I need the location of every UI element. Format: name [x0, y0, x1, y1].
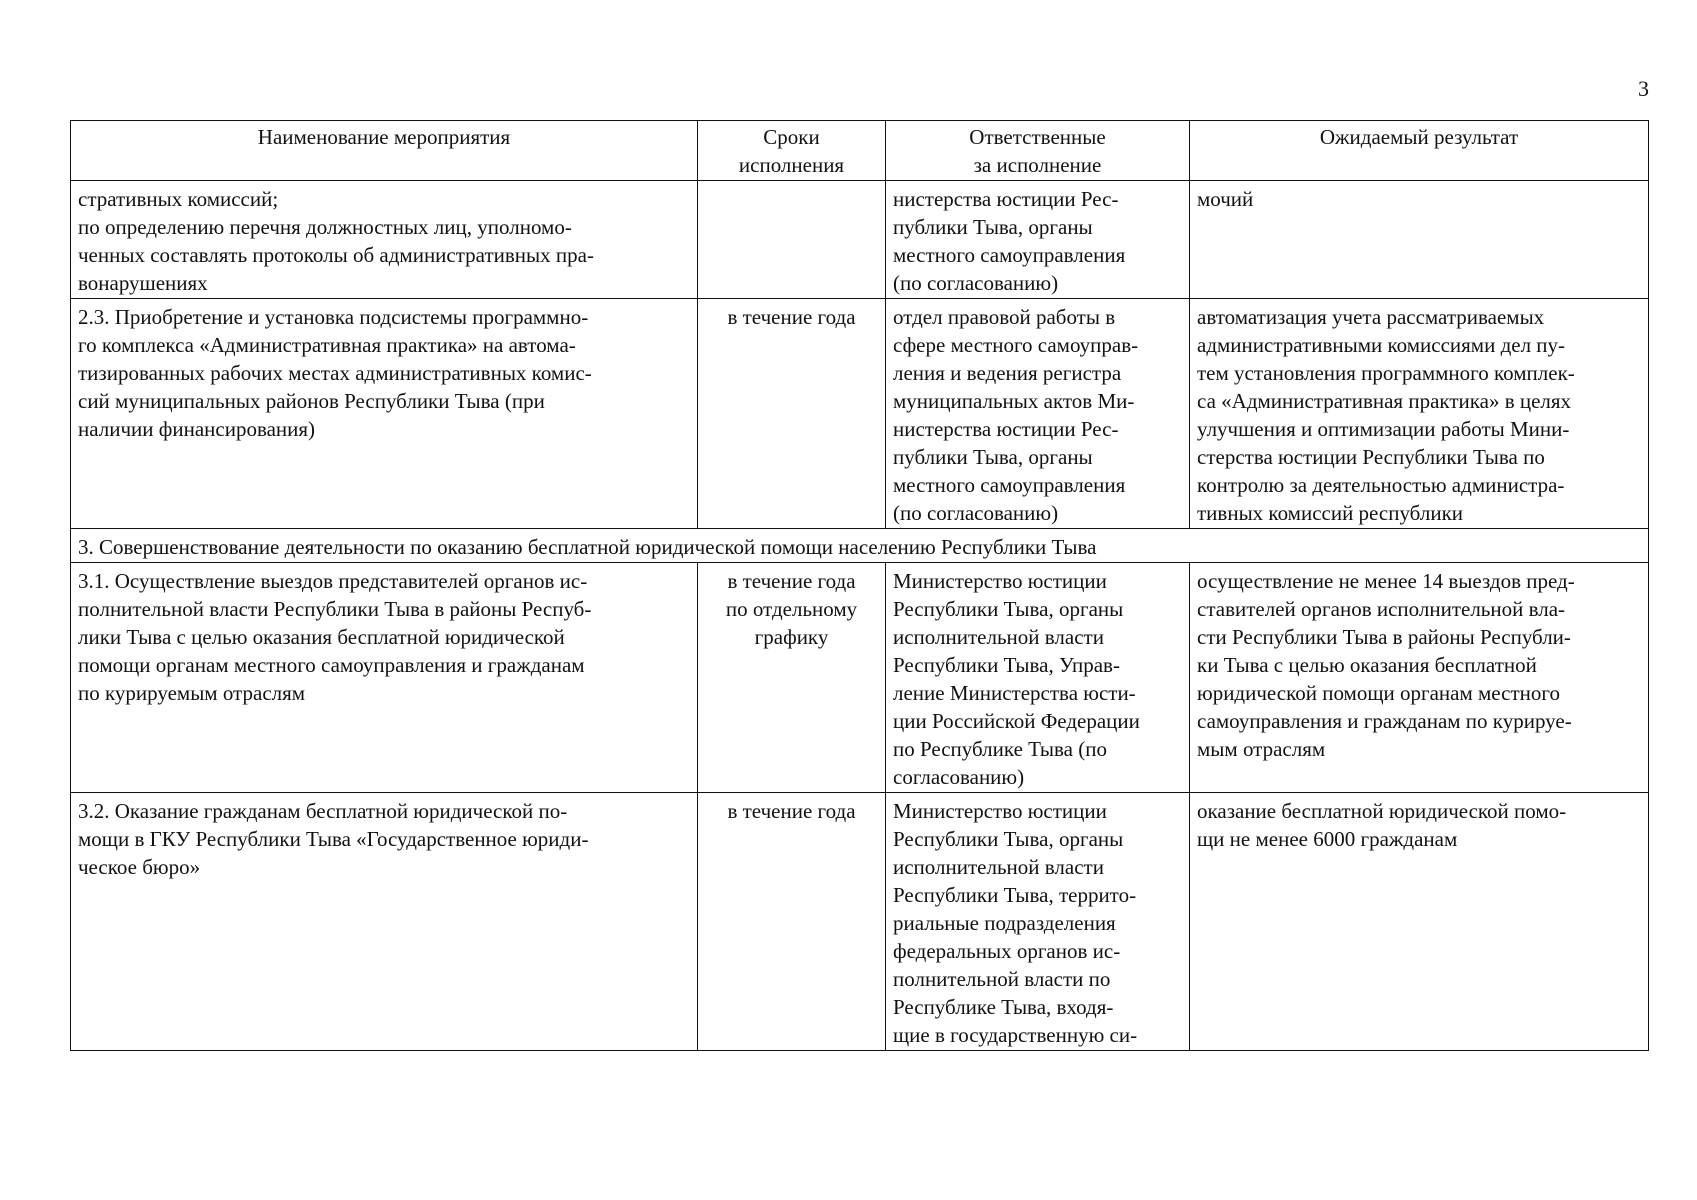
event-name-cell: 3.1. Осуществление выездов представителей органов ис- полнительной власти Республики Тыва в районы Респуб- лики Тыва с целью оказания бесплатной юридической помощи органам местного самоуправления и гражданам по курируемым отраслям [71, 563, 698, 793]
header-event-name: Наименование мероприятия [71, 121, 698, 181]
section-title: 3. Совершенствование деятельности по оказанию бесплатной юридической помощи населению Республики Тыва [71, 529, 1649, 563]
deadline-cell [698, 181, 886, 299]
deadline-cell: в течение года [698, 299, 886, 529]
responsible-cell: нистерства юстиции Рес- публики Тыва, органы местного самоуправления (по согласованию) [886, 181, 1190, 299]
section-heading-row [71, 529, 1649, 563]
result-cell: автоматизация учета рассматриваемых административными комиссиями дел пу- тем установления программного комплек- са «Административная практика» в целях улучшения и оптимизации работы Мини- стерства юстиции Республики Тыва по контролю за деятельностью администра- тивных комиссий республики [1190, 299, 1649, 529]
table-row [71, 181, 1649, 299]
deadline-cell: в течение года по отдельному графику [698, 563, 886, 793]
result-cell: оказание бесплатной юридической помо- щи не менее 6000 гражданам [1190, 793, 1649, 1051]
header-expected-result: Ожидаемый результат [1190, 121, 1649, 181]
page-number: 3 [1638, 76, 1649, 101]
event-name-cell: 3.2. Оказание гражданам бесплатной юридической по- мощи в ГКУ Республики Тыва «Государственное юриди- ческое бюро» [71, 793, 698, 1051]
table-row [71, 563, 1649, 793]
table-row [71, 299, 1649, 529]
result-cell: мочий [1190, 181, 1649, 299]
table-header-row [71, 121, 1649, 181]
responsible-cell: отдел правовой работы в сфере местного самоуправ- ления и ведения регистра муниципальных актов Ми- нистерства юстиции Рес- публики Тыва, органы местного самоуправления (по согласованию) [886, 299, 1190, 529]
deadline-cell: в течение года [698, 793, 886, 1051]
responsible-cell: Министерство юстиции Республики Тыва, органы исполнительной власти Республики Тыва, террито- риальные подразделения федеральных органов ис- полнительной власти по Республике Тыва, входя- щие в государственную си- [886, 793, 1190, 1051]
responsible-cell: Министерство юстиции Республики Тыва, органы исполнительной власти Республики Тыва, Управ- ление Министерства юсти- ции Российской Федерации по Республике Тыва (по согласованию) [886, 563, 1190, 793]
header-responsible: Ответственные за исполнение [886, 121, 1190, 181]
header-deadline: Сроки исполнения [698, 121, 886, 181]
table-row [71, 793, 1649, 1051]
result-cell: осуществление не менее 14 выездов пред- ставителей органов исполнительной вла- сти Республики Тыва в районы Республи- ки Тыва с целью оказания бесплатной юридической помощи органам местного самоуправления и гражданам по курируе- мым отраслям [1190, 563, 1649, 793]
event-name-cell: стративных комиссий; по определению перечня должностных лиц, уполномо- ченных составлять протоколы об административных пра- вонарушениях [71, 181, 698, 299]
plan-table [70, 120, 1649, 1051]
event-name-cell: 2.3. Приобретение и установка подсистемы программно- го комплекса «Административная практика» на автома- тизированных рабочих местах административных комис- сий муниципальных районов Республики Тыва (при наличии финансирования) [71, 299, 698, 529]
